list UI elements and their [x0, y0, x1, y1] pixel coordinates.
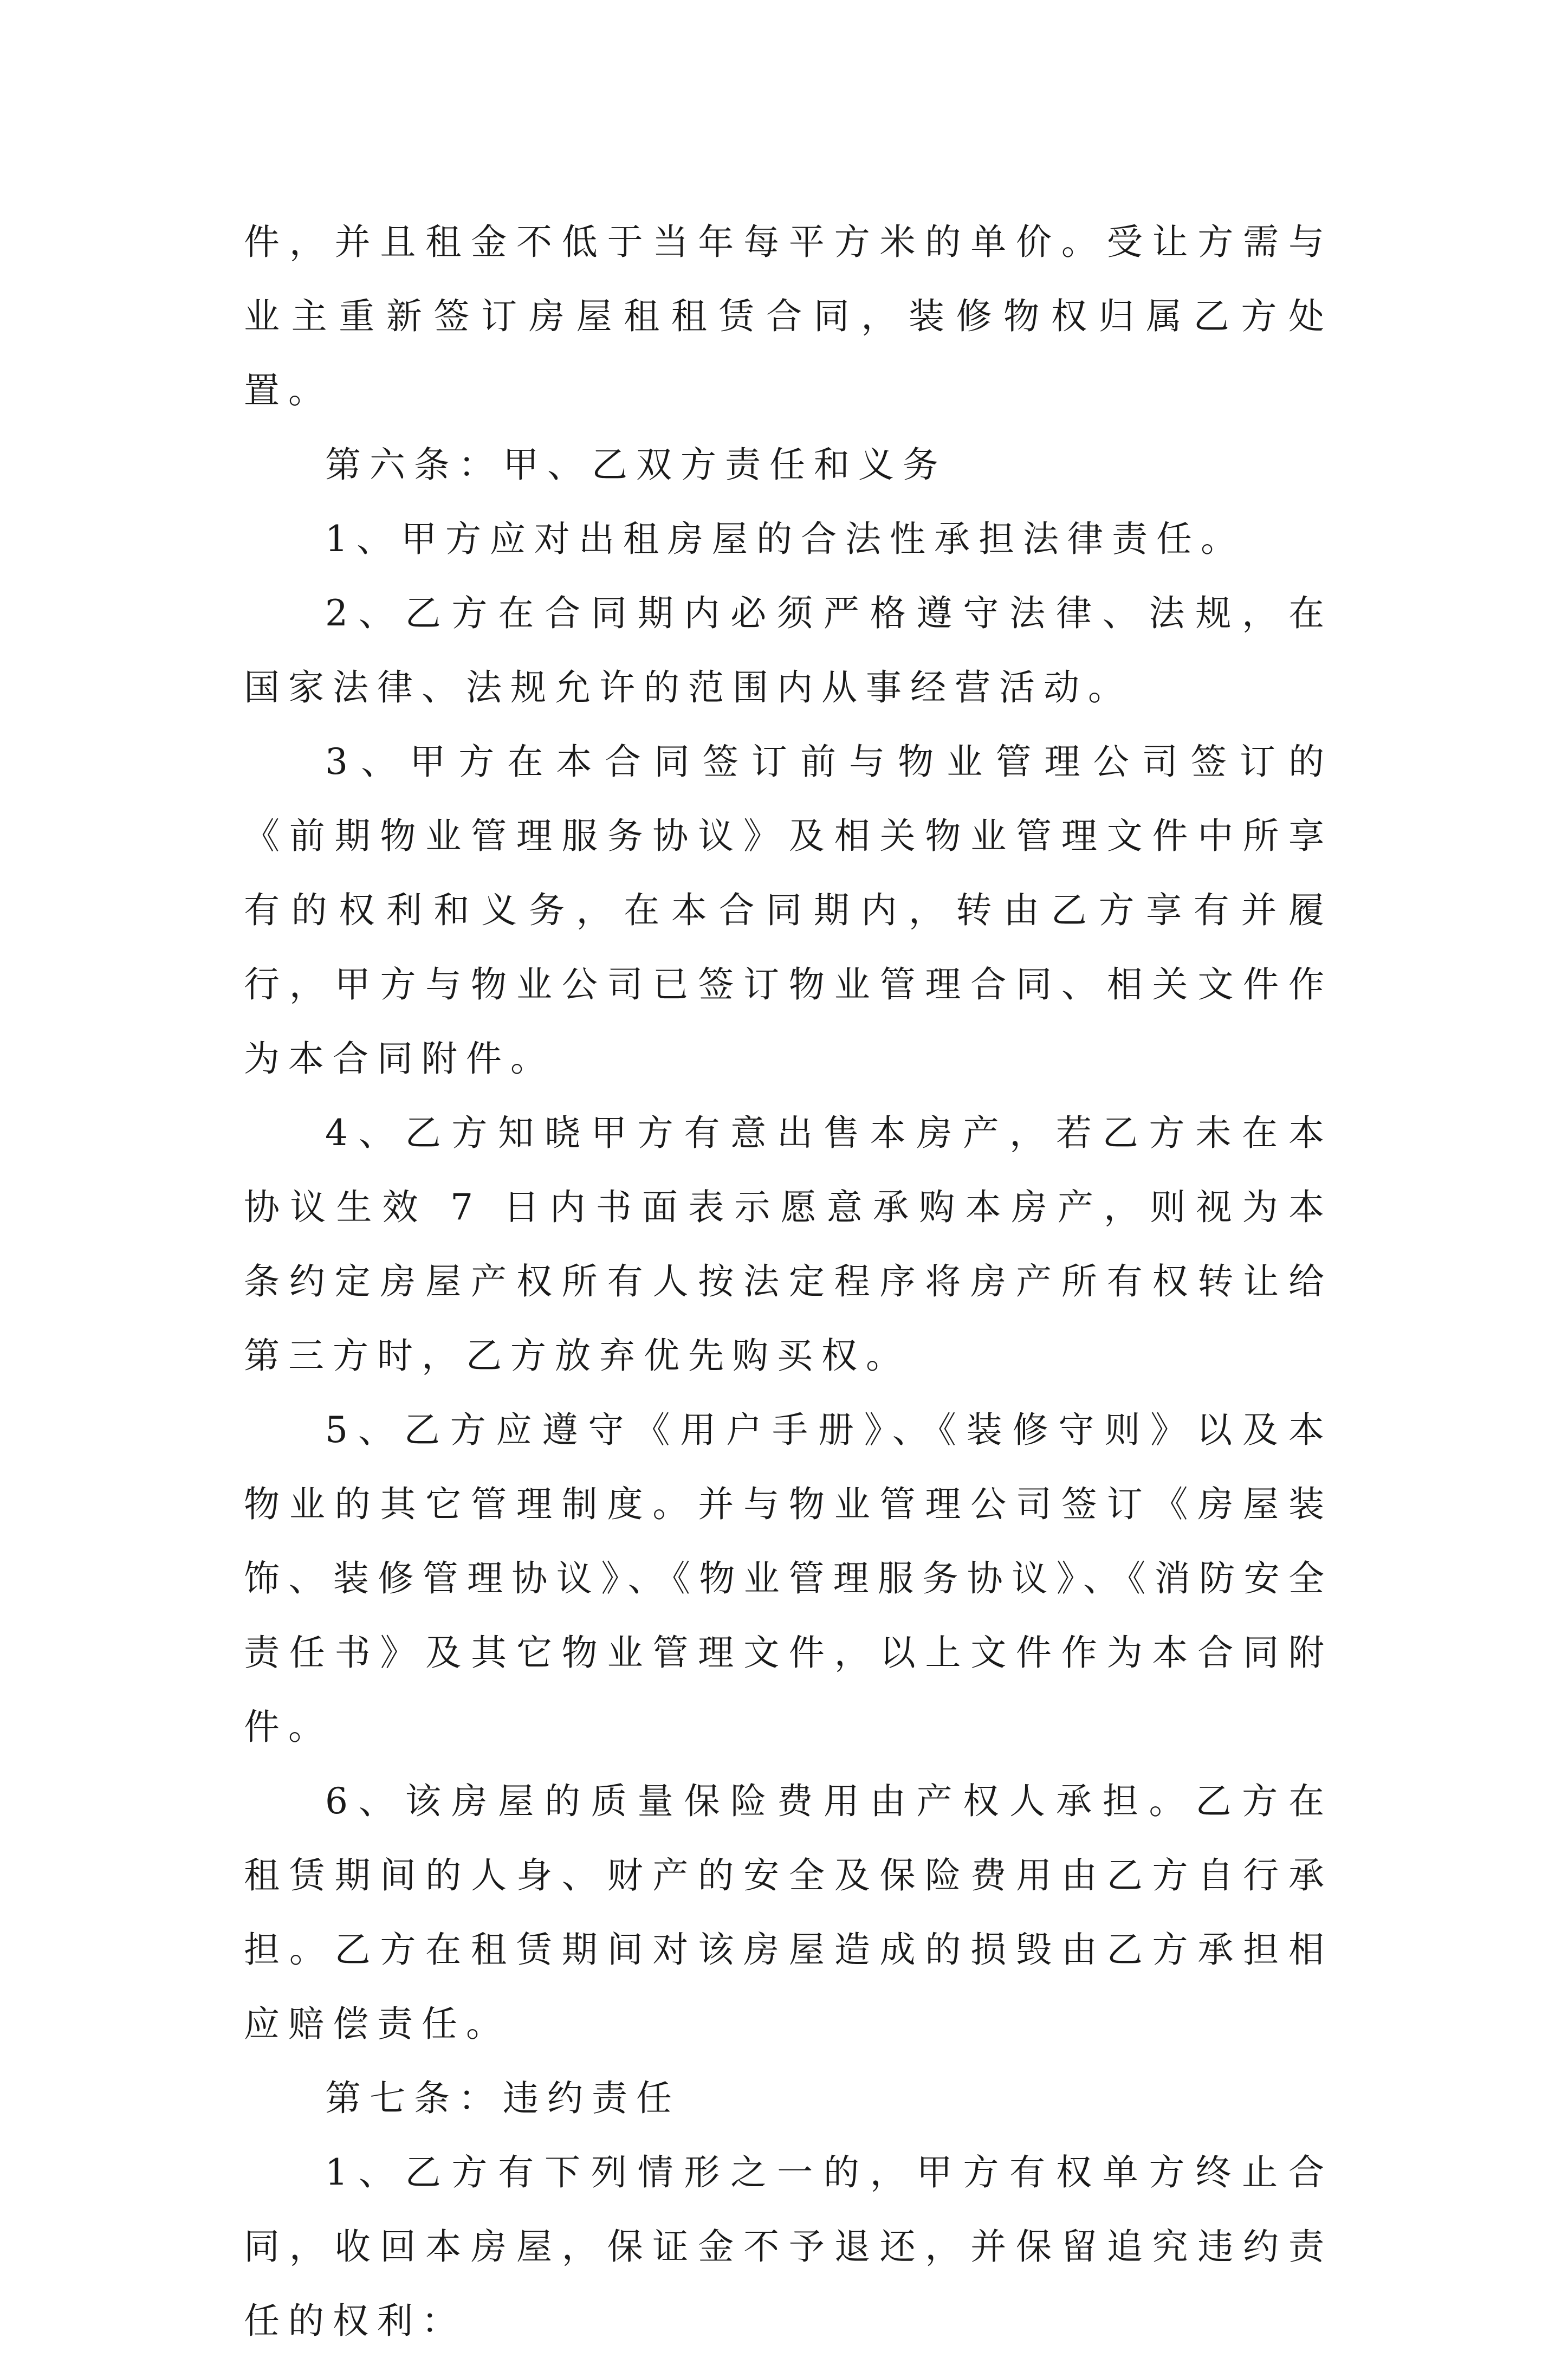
paragraph-article-6-item-5: 5、乙方应遵守《用户手册》、《装修守则》以及本物业的其它管理制度。并与物业管理公司签订《房屋装饰、装修管理协议》、《物业管理服务协议》、《消防安全责任书》及其它物业管理文件，以上文件作为本合同附件。: [244, 1409, 1333, 1748]
paragraph-article-6-item-4: 4、乙方知晓甲方有意出售本房产，若乙方未在本协议生效 7 日内书面表示愿意承购本房产，则视为本条约定房屋产权所有人按法定程序将房产所有权转让给第三方时，乙方放弃优先购买权。: [244, 1112, 1333, 1377]
paragraph-continuation: 件，并且租金不低于当年每平方米的单价。受让方需与业主重新签订房屋租租赁合同，装修物权归属乙方处置。: [244, 221, 1333, 411]
heading-article-7: 第七条：违约责任: [325, 2077, 681, 2119]
paragraph-article-6-item-2: 2、乙方在合同期内必须严格遵守法律、法规，在国家法律、法规允许的范围内从事经营活动。: [244, 592, 1333, 708]
paragraph-article-6-item-1: 1、甲方应对出租房屋的合法性承担法律责任。: [325, 518, 1245, 560]
heading-article-6: 第六条：甲、乙双方责任和义务: [325, 444, 947, 486]
paragraph-article-7-item-1: 1、乙方有下列情形之一的，甲方有权单方终止合同，收回本房屋，保证金不予退还，并保留追究违约责任的权利：: [244, 2152, 1333, 2342]
document-body: [244, 205, 1333, 2358]
paragraph-article-6-item-3: 3、甲方在本合同签订前与物业管理公司签订的《前期物业管理服务协议》及相关物业管理文件中所享有的权利和义务，在本合同期内，转由乙方享有并履行，甲方与物业公司已签订物业管理合同、相关文件作为本合同附件。: [244, 741, 1333, 1080]
paragraph-article-6-item-6: 6、该房屋的质量保险费用由产权人承担。乙方在租赁期间的人身、财产的安全及保险费用由乙方自行承担。乙方在租赁期间对该房屋造成的损毁由乙方承担相应赔偿责任。: [244, 1780, 1333, 2045]
